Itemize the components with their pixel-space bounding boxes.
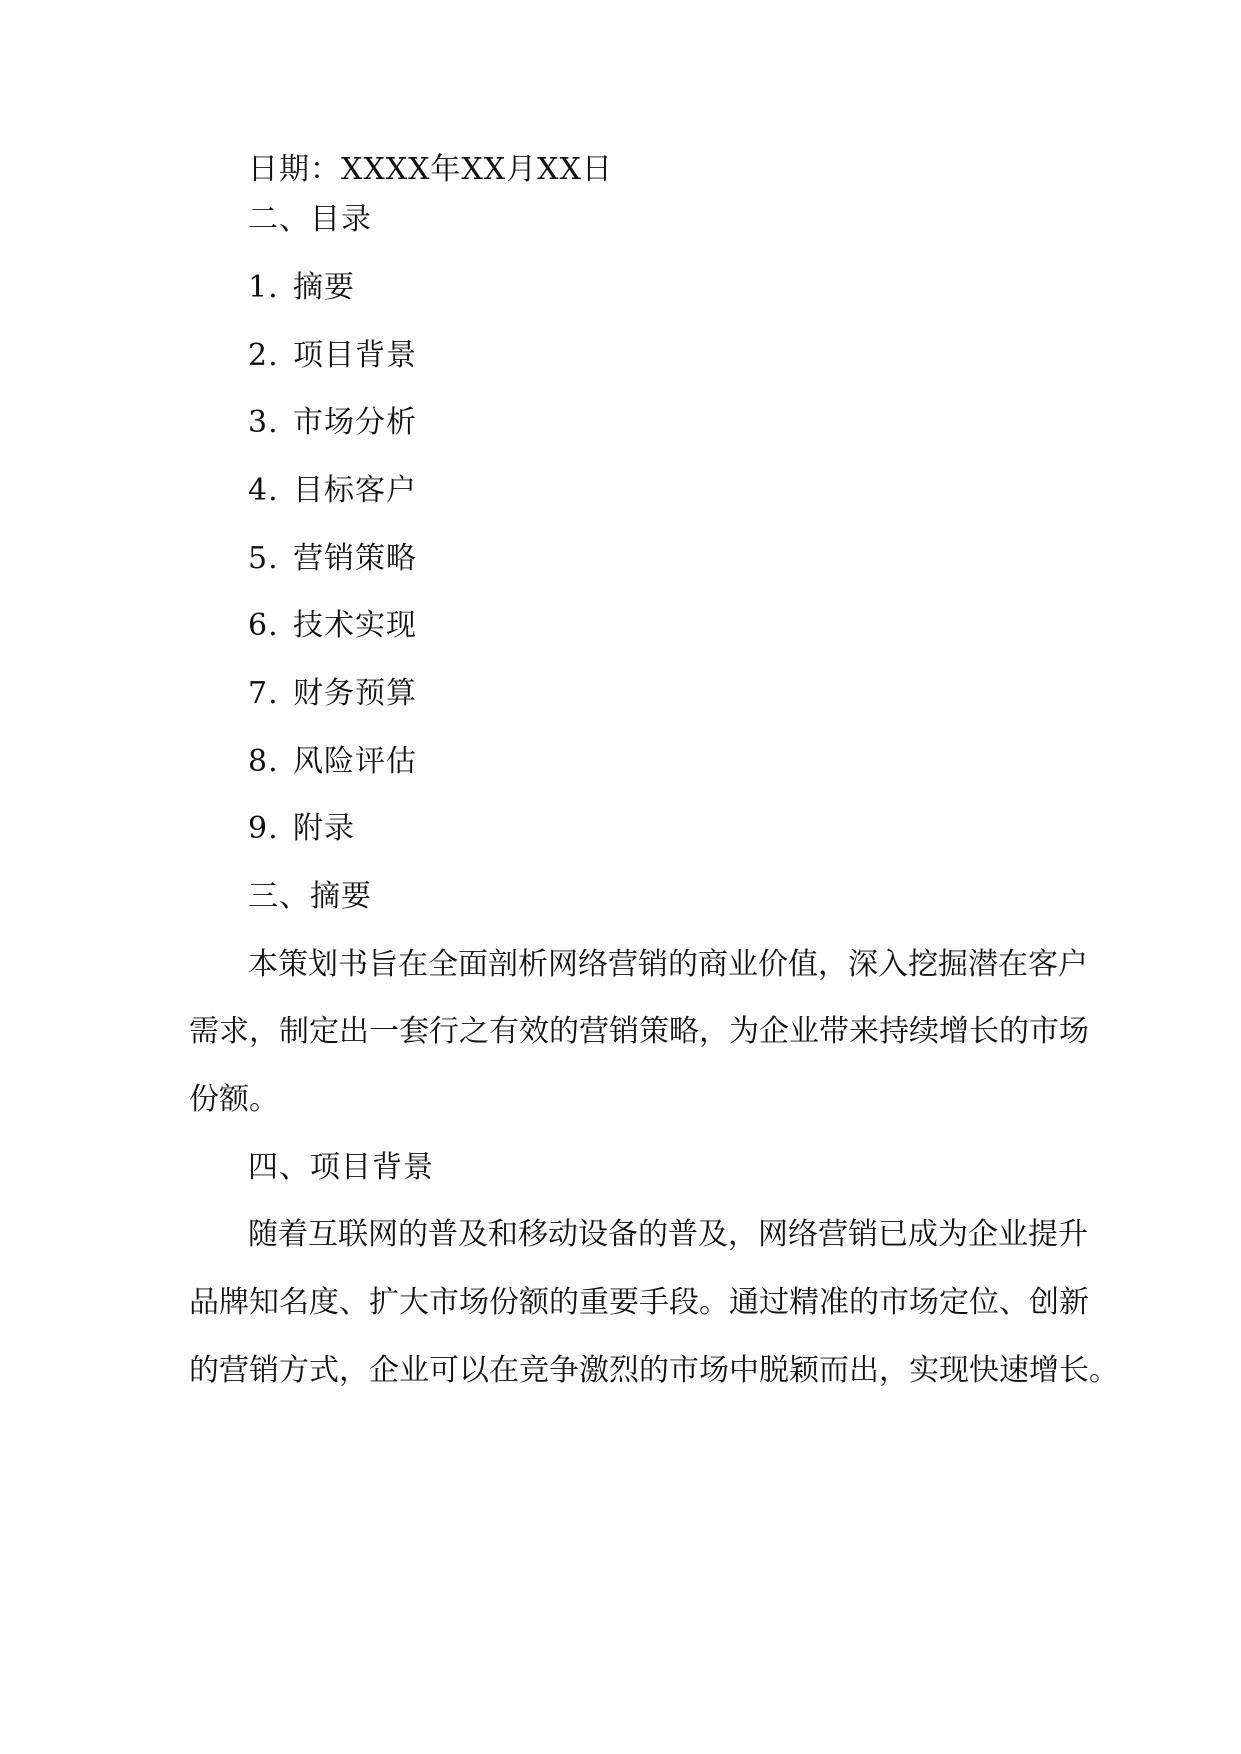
toc-item <box>248 809 355 849</box>
background-heading: 四、项目背景 <box>248 1150 434 1185</box>
background-line: 随着互联网的普及和移动设备的普及，网络营销已成为企业提升 <box>248 1217 1088 1252</box>
toc-item-label: 项目背景 <box>293 338 417 373</box>
toc-item-number: 5. <box>248 541 279 576</box>
toc-item <box>248 606 417 646</box>
toc-item-label: 技术实现 <box>293 608 417 643</box>
toc-item <box>248 403 417 443</box>
toc-item-label: 风险评估 <box>293 744 417 779</box>
toc-heading: 二、目录 <box>248 202 372 237</box>
background-line: 品牌知名度、扩大市场份额的重要手段。通过精准的市场定位、创新 <box>189 1285 1089 1320</box>
toc-item-label: 目标客户 <box>293 473 417 508</box>
toc-item-label: 附录 <box>293 811 355 846</box>
summary-heading: 三、摘要 <box>248 879 372 914</box>
toc-item <box>248 674 417 714</box>
toc-item <box>248 336 417 376</box>
toc-item-number: 3. <box>248 405 279 440</box>
toc-item-number: 7. <box>248 676 279 711</box>
summary-line: 需求，制定出一套行之有效的营销策略，为企业带来持续增长的市场 <box>189 1014 1089 1049</box>
toc-item-number: 9. <box>248 811 279 846</box>
date-line: 日期：XXXX年XX月XX日 <box>248 152 613 187</box>
toc-item <box>248 471 417 511</box>
toc-item-label: 摘要 <box>293 270 355 305</box>
toc-item-number: 8. <box>248 744 279 779</box>
toc-item <box>248 742 417 782</box>
toc-item-number: 6. <box>248 608 279 643</box>
toc-item <box>248 268 355 308</box>
toc-item-number: 1. <box>248 270 279 305</box>
background-line: 的营销方式，企业可以在竞争激烈的市场中脱颖而出，实现快速增长。 <box>189 1353 1119 1388</box>
toc-item-number: 2. <box>248 338 279 373</box>
summary-line: 本策划书旨在全面剖析网络营销的商业价值，深入挖掘潜在客户 <box>248 947 1088 982</box>
toc-item-number: 4. <box>248 473 279 508</box>
toc-item-label: 市场分析 <box>293 405 417 440</box>
toc-item-label: 财务预算 <box>293 676 417 711</box>
summary-line: 份额。 <box>189 1082 279 1117</box>
toc-item-label: 营销策略 <box>293 541 417 576</box>
toc-item <box>248 539 417 579</box>
